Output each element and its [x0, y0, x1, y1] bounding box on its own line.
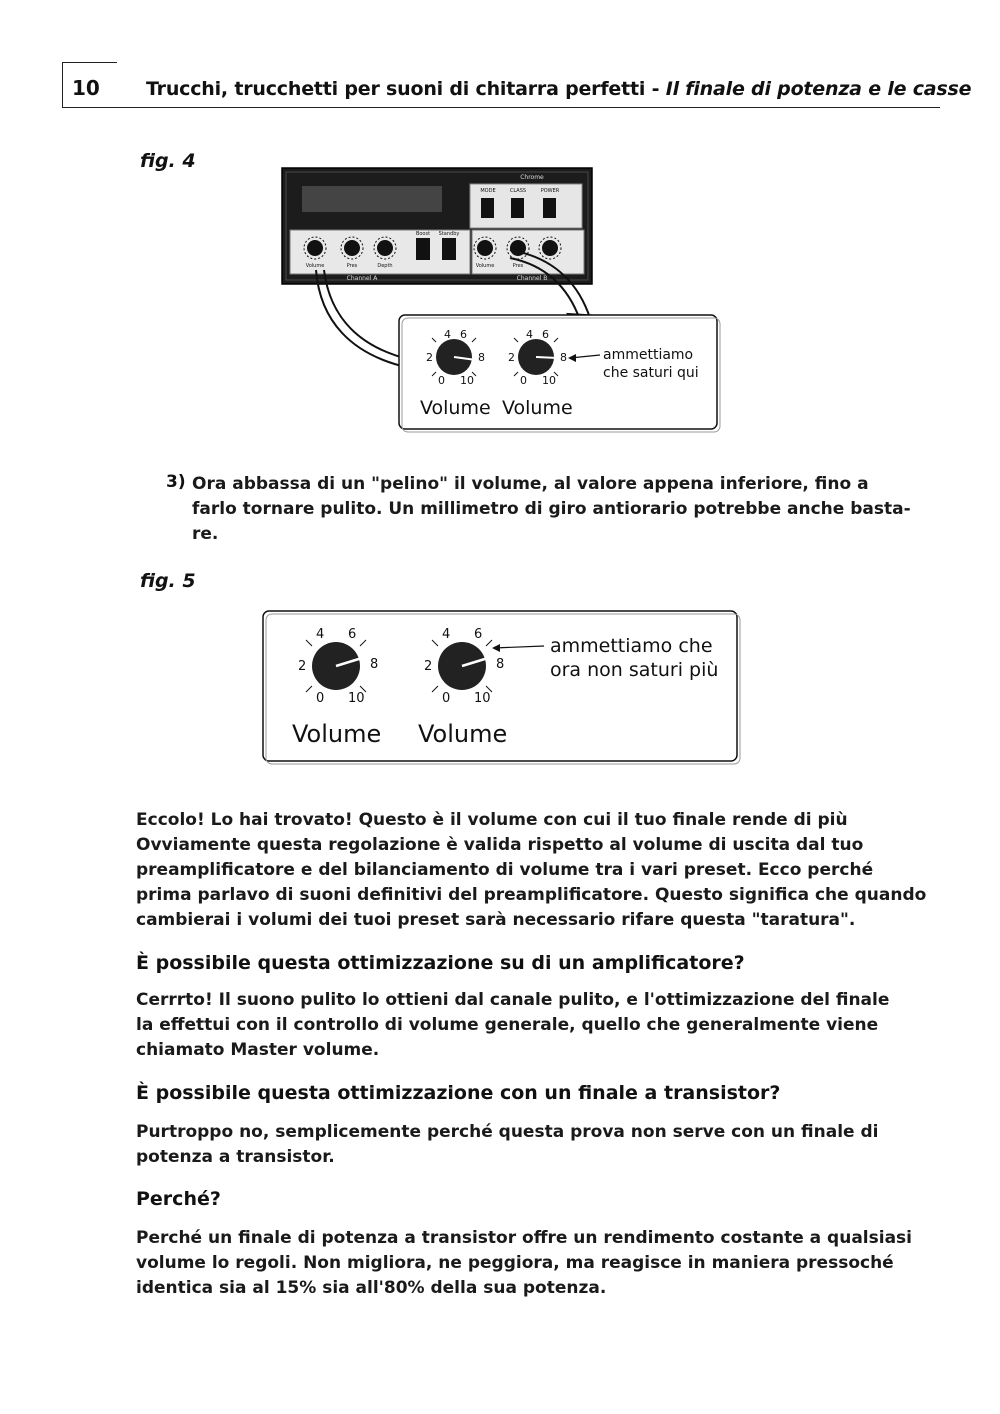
paragraph-line: chiamato Master volume.: [136, 1040, 380, 1060]
amp-pres-a-label: Pres: [346, 263, 358, 269]
heading-perche: Perché?: [136, 1188, 221, 1210]
power-switch: [543, 198, 556, 218]
fig4-annotation-line2: che saturi qui: [603, 365, 699, 381]
amp-standby-label: Standby: [438, 231, 460, 237]
fig4-k1-tick-2: 2: [426, 351, 433, 364]
fig4-volume-label-1: Volume: [420, 397, 491, 419]
paragraph-line: preamplificatore e del bilanciamento di volume tra i vari preset. Ecco perché: [136, 860, 874, 880]
fig5-k2-tick-10: 10: [474, 691, 491, 706]
amp-channel-a-label: Channel A: [346, 275, 378, 282]
fig4-k2-tick-8: 8: [560, 351, 567, 364]
heading-amplifier: È possibile questa ottimizzazione su di un amplificatore?: [136, 952, 745, 974]
book-title: Trucchi, trucchetti per suoni di chitarra perfetti -: [146, 78, 666, 100]
paragraph-3: [136, 1120, 888, 1170]
paragraph-line: cambierai i volumi dei tuoi preset sarà necessario rifare questa "taratura".: [136, 910, 856, 930]
fig4-annotation-line1: ammettiamo: [603, 347, 694, 363]
fig5-k2-tick-8: 8: [496, 657, 505, 672]
paragraph-line: la effettui con il controllo di volume generale, quello che generalmente viene: [136, 1015, 879, 1035]
fig5-k1-tick-4: 4: [316, 627, 325, 642]
step-3-line: re.: [192, 524, 219, 544]
fig4-k1-tick-10: 10: [460, 374, 474, 387]
fig5-k1-tick-0: 0: [316, 691, 325, 706]
step-3-line: farlo tornare pulito. Un millimetro di giro antiorario potrebbe anche basta-: [192, 499, 911, 519]
paragraph-line: Purtroppo no, semplicemente perché questa prova non serve con un finale di: [136, 1122, 879, 1142]
fig4-k2-tick-4: 4: [526, 328, 533, 341]
amp-power-label: POWER: [540, 188, 560, 194]
amp-pres-b-label: Pres: [512, 263, 524, 269]
paragraph-line: Eccolo! Lo hai trovato! Questo è il volume con cui il tuo finale rende di più: [136, 810, 848, 830]
paragraph-line: prima parlavo di suoni definitivi del preamplificatore. Questo significa che quando: [136, 885, 927, 905]
paragraph-line: identica sia al 15% sia all'80% della sua potenza.: [136, 1278, 607, 1298]
step-3-number: 3): [166, 472, 186, 492]
fig4-volume-label-2: Volume: [502, 397, 573, 419]
fig4-k2-tick-0: 0: [520, 374, 527, 387]
fig5-k1-tick-8: 8: [370, 657, 379, 672]
paragraph-4: [136, 1226, 912, 1301]
fig5-caption: fig. 5: [140, 570, 196, 592]
fig4-knob-box: [398, 314, 720, 432]
paragraph-line: potenza a transistor.: [136, 1147, 335, 1167]
fig5-k2-tick-4: 4: [442, 627, 451, 642]
fig5-k2-tick-0: 0: [442, 691, 451, 706]
fig4-k1-tick-4: 4: [444, 328, 451, 341]
chapter-title: Il finale di potenza e le casse: [665, 78, 972, 100]
fig4-k2-tick-6: 6: [542, 328, 549, 341]
running-head: [146, 78, 971, 100]
amp-class-label: CLASS: [509, 188, 527, 194]
paragraph-line: Ovviamente questa regolazione è valida rispetto al volume di uscita dal tuo: [136, 835, 864, 855]
fig4-k2-tick-2: 2: [508, 351, 515, 364]
fig4-caption: fig. 4: [140, 150, 196, 172]
fig4-k2-tick-10: 10: [542, 374, 556, 387]
fig5-k1-tick-6: 6: [348, 627, 357, 642]
fig5-k2-tick-2: 2: [424, 659, 433, 674]
fig4-k1-tick-8: 8: [478, 351, 485, 364]
header-rule: [62, 107, 940, 108]
fig5-volume-label-1: Volume: [292, 720, 382, 748]
amp-depth-a-label: Depth: [377, 263, 393, 269]
step-3-text: [192, 472, 911, 547]
page-number: 10: [72, 76, 100, 100]
amp-channel-b-label: Channel B: [516, 275, 548, 282]
class-switch: [511, 198, 524, 218]
paragraph-line: Cerrrto! Il suono pulito lo ottieni dal canale pulito, e l'ottimizzazione del finale: [136, 990, 890, 1010]
amp-brand-label: Chrome: [520, 174, 544, 181]
amp-volume-a-label: Volume: [305, 263, 325, 269]
step-3-line: Ora abbassa di un "pelino" il volume, al valore appena inferiore, fino a: [192, 474, 869, 494]
fig5-knob-box: [262, 610, 742, 766]
fig4-k1-tick-6: 6: [460, 328, 467, 341]
fig4-k1-tick-0: 0: [438, 374, 445, 387]
fig5-k1-tick-10: 10: [348, 691, 365, 706]
amp-mode-label: MODE: [480, 188, 496, 194]
heading-transistor: È possibile questa ottimizzazione con un finale a transistor?: [136, 1082, 781, 1104]
paragraph-line: volume lo regoli. Non migliora, ne peggiora, ma reagisce in maniera pressoché: [136, 1253, 894, 1273]
mode-switch: [481, 198, 494, 218]
paragraph-1: [136, 808, 927, 933]
fig5-annotation-line2: ora non saturi più: [550, 659, 719, 681]
fig5-annotation-line1: ammettiamo che: [550, 635, 713, 657]
amp-volume-b-label: Volume: [475, 263, 495, 269]
paragraph-2: [136, 988, 888, 1063]
fig5-volume-label-2: Volume: [418, 720, 508, 748]
paragraph-line: Perché un finale di potenza a transistor offre un rendimento costante a qualsiasi: [136, 1228, 912, 1248]
fig5-k2-tick-6: 6: [474, 627, 483, 642]
amp-boost-label: Boost: [415, 231, 431, 237]
fig5-k1-tick-2: 2: [298, 659, 307, 674]
